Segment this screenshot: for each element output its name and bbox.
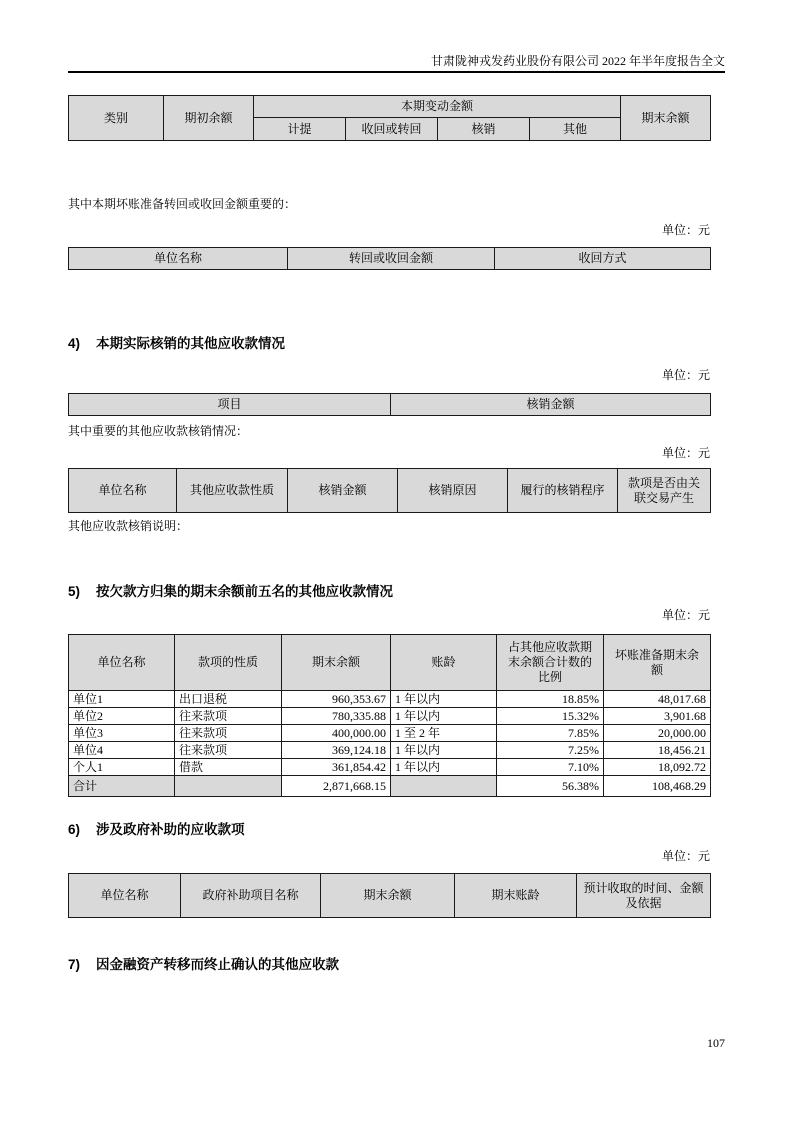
section-7-heading bbox=[68, 956, 710, 973]
cell-bad-debt: 3,901.68 bbox=[604, 708, 711, 725]
cell-nature: 往来款项 bbox=[175, 742, 282, 759]
col-header-writeoff-reason: 核销原因 bbox=[398, 469, 508, 513]
col-header-writeoff-procedure: 履行的核销程序 bbox=[508, 469, 618, 513]
cell-closing-balance: 400,000.00 bbox=[282, 725, 391, 742]
section-4-title: 本期实际核销的其他应收款情况 bbox=[96, 336, 286, 351]
col-header-ratio: 占其他应收款期末余额合计数的比例 bbox=[497, 635, 604, 691]
col-header-reversal-amount: 转回或收回金额 bbox=[288, 248, 495, 270]
cell-aging: 1 至 2 年 bbox=[391, 725, 497, 742]
table-row bbox=[69, 759, 711, 776]
cell-unit-name: 个人1 bbox=[69, 759, 175, 776]
col-header-subsidy-project: 政府补助项目名称 bbox=[181, 874, 321, 918]
unit-label: 单位：元 bbox=[661, 446, 710, 460]
cell-unit-name: 单位3 bbox=[69, 725, 175, 742]
table-header-row bbox=[69, 248, 711, 270]
page-number: 107 bbox=[707, 1036, 725, 1050]
section-4-number: 4) bbox=[68, 336, 81, 351]
writeoff-table bbox=[68, 393, 711, 416]
cell-ratio: 7.25% bbox=[497, 742, 604, 759]
reversal-table bbox=[68, 247, 711, 270]
col-header-closing-balance: 期末余额 bbox=[621, 96, 711, 141]
col-header-writeoff: 核销 bbox=[438, 118, 530, 141]
section-7-number: 7) bbox=[68, 957, 81, 972]
cell-unit-name: 单位1 bbox=[69, 691, 175, 708]
section-5-number: 5) bbox=[68, 584, 81, 599]
section-6-number: 6) bbox=[68, 822, 81, 837]
col-header-bad-debt-balance: 坏账准备期末余额 bbox=[604, 635, 711, 691]
unit-label: 单位：元 bbox=[661, 223, 710, 237]
cell-unit-name: 单位2 bbox=[69, 708, 175, 725]
note-writeoff: 其他应收款核销说明： bbox=[68, 519, 189, 533]
cell-nature: 借款 bbox=[175, 759, 282, 776]
col-header-unit-name: 单位名称 bbox=[69, 248, 288, 270]
cell-unit-name: 单位4 bbox=[69, 742, 175, 759]
col-header-recovery-method: 收回方式 bbox=[495, 248, 711, 270]
col-header-nature: 其他应收款性质 bbox=[177, 469, 288, 513]
section-5-title: 按欠款方归集的期末余额前五名的其他应收款情况 bbox=[96, 584, 394, 599]
cell-total-label: 合计 bbox=[69, 776, 175, 797]
table-header-row bbox=[69, 469, 711, 513]
cell-bad-debt: 20,000.00 bbox=[604, 725, 711, 742]
cell-empty bbox=[391, 776, 497, 797]
col-header-expected-collection: 预计收取的时间、金额及依据 bbox=[577, 874, 711, 918]
col-header-unit-name: 单位名称 bbox=[69, 874, 181, 918]
cell-bad-debt: 18,456.21 bbox=[604, 742, 711, 759]
unit-label: 单位：元 bbox=[661, 849, 710, 863]
note-important-writeoff: 其中重要的其他应收款核销情况： bbox=[68, 424, 249, 438]
cell-closing-balance: 369,124.18 bbox=[282, 742, 391, 759]
table-row bbox=[69, 742, 711, 759]
page-header bbox=[68, 54, 725, 69]
col-header-closing-balance: 期末余额 bbox=[282, 635, 391, 691]
cell-nature: 出口退税 bbox=[175, 691, 282, 708]
cell-bad-debt: 48,017.68 bbox=[604, 691, 711, 708]
cell-aging: 1 年以内 bbox=[391, 759, 497, 776]
cell-ratio: 18.85% bbox=[497, 691, 604, 708]
provision-change-table bbox=[68, 95, 711, 141]
col-header-unit-name: 单位名称 bbox=[69, 635, 175, 691]
col-header-opening-balance: 期初余额 bbox=[164, 96, 254, 141]
cell-nature: 往来款项 bbox=[175, 708, 282, 725]
cell-ratio: 7.10% bbox=[497, 759, 604, 776]
header-rule bbox=[68, 71, 725, 73]
section-4-heading bbox=[68, 335, 710, 352]
cell-ratio: 7.85% bbox=[497, 725, 604, 742]
top5-receivables-table bbox=[68, 634, 711, 797]
cell-closing-balance: 780,335.88 bbox=[282, 708, 391, 725]
cell-aging: 1 年以内 bbox=[391, 691, 497, 708]
col-header-writeoff-amount: 核销金额 bbox=[288, 469, 398, 513]
table-row bbox=[69, 691, 711, 708]
table-row bbox=[69, 708, 711, 725]
cell-nature: 往来款项 bbox=[175, 725, 282, 742]
col-header-change-group: 本期变动金额 bbox=[254, 96, 621, 118]
col-header-related-party: 款项是否由关联交易产生 bbox=[618, 469, 711, 513]
table-total-row bbox=[69, 776, 711, 797]
cell-aging: 1 年以内 bbox=[391, 742, 497, 759]
unit-label: 单位：元 bbox=[661, 368, 710, 382]
col-header-other: 其他 bbox=[530, 118, 621, 141]
col-header-recovered: 收回或转回 bbox=[346, 118, 438, 141]
writeoff-detail-table bbox=[68, 468, 711, 513]
section-6-title: 涉及政府补助的应收款项 bbox=[96, 822, 245, 837]
cell-closing-balance: 960,353.67 bbox=[282, 691, 391, 708]
cell-total-ratio: 56.38% bbox=[497, 776, 604, 797]
cell-aging: 1 年以内 bbox=[391, 708, 497, 725]
col-header-accrual: 计提 bbox=[254, 118, 346, 141]
cell-closing-balance: 361,854.42 bbox=[282, 759, 391, 776]
cell-total-bad-debt: 108,468.29 bbox=[604, 776, 711, 797]
table-header-row bbox=[69, 394, 711, 416]
cell-total-balance: 2,871,668.15 bbox=[282, 776, 391, 797]
cell-ratio: 15.32% bbox=[497, 708, 604, 725]
table-header-row bbox=[69, 635, 711, 691]
col-header-nature: 款项的性质 bbox=[175, 635, 282, 691]
section-5-heading bbox=[68, 583, 710, 600]
table-header-row bbox=[69, 874, 711, 918]
col-header-category: 类别 bbox=[69, 96, 164, 141]
section-7-title: 因金融资产转移而终止确认的其他应收款 bbox=[96, 957, 340, 972]
col-header-closing-balance: 期末余额 bbox=[321, 874, 455, 918]
col-header-closing-aging: 期末账龄 bbox=[455, 874, 577, 918]
unit-label: 单位：元 bbox=[661, 608, 710, 622]
cell-bad-debt: 18,092.72 bbox=[604, 759, 711, 776]
col-header-writeoff-amount: 核销金额 bbox=[391, 394, 711, 416]
subsidy-table bbox=[68, 873, 711, 918]
col-header-item: 项目 bbox=[69, 394, 391, 416]
note-important-reversal: 其中本期坏账准备转回或收回金额重要的： bbox=[68, 197, 297, 211]
col-header-unit-name: 单位名称 bbox=[69, 469, 177, 513]
table-row bbox=[69, 725, 711, 742]
col-header-aging: 账龄 bbox=[391, 635, 497, 691]
section-6-heading bbox=[68, 821, 710, 838]
table-header-row bbox=[69, 96, 711, 118]
cell-empty bbox=[175, 776, 282, 797]
page-header-title: 甘肃陇神戎发药业股份有限公司 2022 年半年度报告全文 bbox=[430, 54, 725, 68]
